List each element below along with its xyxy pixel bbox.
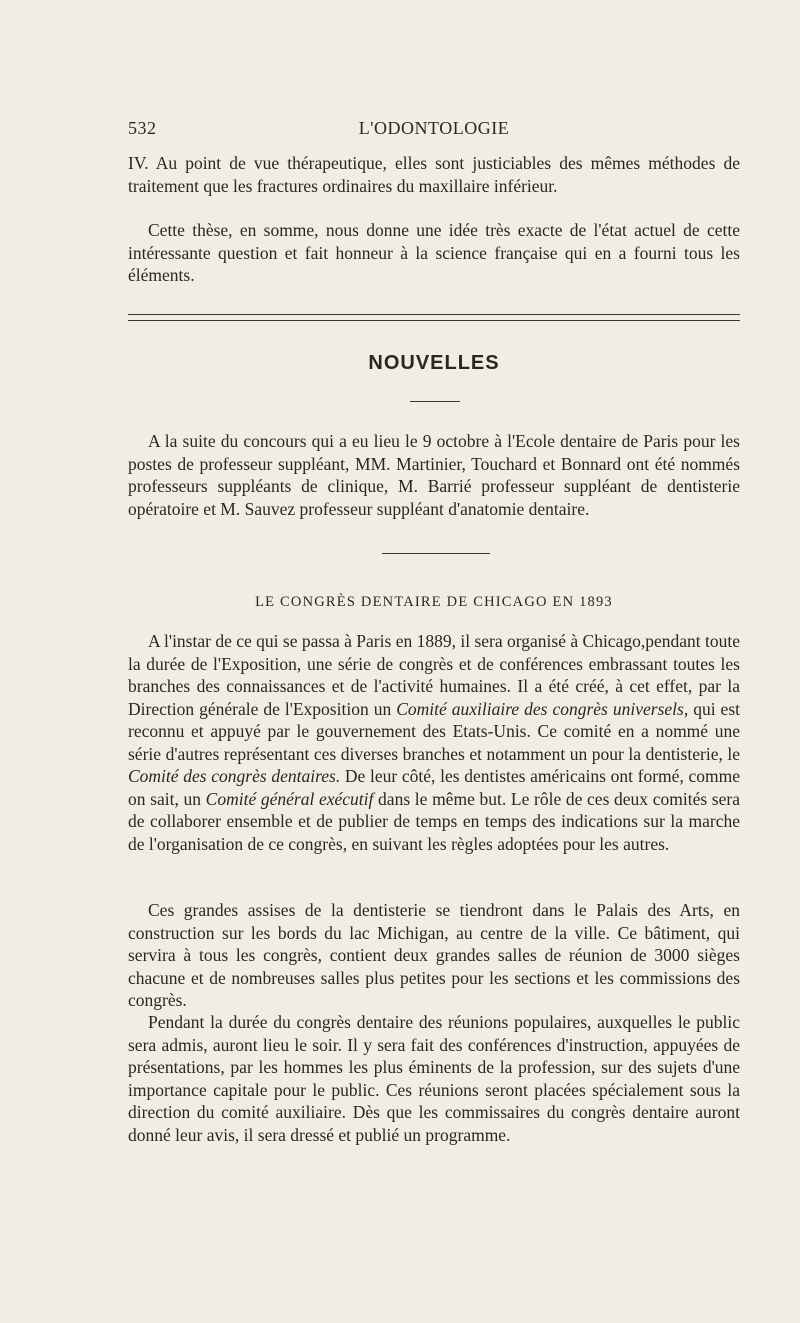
- congres-paragraph-1: [128, 630, 740, 855]
- congres-text-a: A l'instar de ce qui se passa à Paris en 1889, il sera organisé à Chicago,pendant toute la durée de l'Exposition, une série de congrès et de conférences embrassant toutes les branches des connaissances et de l'activité humaines. Il a été créé, à cet effet, par la Direction générale de l'Exposition un: [128, 631, 740, 719]
- title-underline: [410, 401, 460, 402]
- page-number: 532: [128, 118, 157, 138]
- article-separator: [382, 553, 490, 554]
- congres-paragraph-3: Pendant la durée du congrès dentaire des réunions populaires, auxquelles le public sera admis, auront lieu le soir. Il y sera fait des conférences d'instruction, appuyées de présentations, par les hommes les plus éminents de la profession, sur des sujets d'une importance capitale pour le public. Ces réunions seront placées spécialement sous la direction du comité auxiliaire. Dès que les commissaires du congrès dentaire auront donné leur avis, il sera dressé et publié un programme.: [128, 1012, 740, 1145]
- intro-paragraph-2: Cette thèse, en somme, nous donne une idée très exacte de l'état actuel de cette intéressante question et fait honneur à la science française qui en a fourni tous les éléments.: [128, 220, 740, 285]
- page-header: [128, 118, 740, 144]
- section-divider: [128, 314, 740, 321]
- congres-paragraph-2: Ces grandes assises de la dentisterie se tiendront dans le Palais des Arts, en construction sur les bords du lac Michigan, au centre de la ville. Ce bâtiment, qui servira à tous les congrès, contient deux grandes salles de réunion de 3000 sièges chacune et de nombreuses salles plus petites pour les sections et les commissions des congrès.: [128, 900, 740, 1010]
- intro-paragraph-1: IV. Au point de vue thérapeutique, elles sont justiciables des mêmes méthodes de traitement que les fractures ordinaires du maxillaire inférieur.: [128, 153, 740, 196]
- article-heading: LE CONGRÈS DENTAIRE DE CHICAGO EN 1893: [255, 594, 613, 610]
- running-title: L'ODONTOLOGIE: [358, 118, 510, 138]
- congres-text-c: qui est reconnu et appuyé par le gouvernement des Etats-Unis. Ce comité en a nommé une série d'autres représentant ces diverses branches et notamment un pour la dentisterie, le: [128, 698, 740, 764]
- congres-italic-comite-auxiliaire: Comité auxiliaire des congrès universels,: [396, 698, 689, 719]
- nouvelles-paragraph: A la suite du concours qui a eu lieu le 9 octobre à l'Ecole dentaire de Paris pour les postes de professeur suppléant, MM. Martinier, Touchard et Bonnard ont été nommés professeurs suppléants de clinique, M. Barrié professeur suppléant de dentisterie opératoire et M. Sauvez professeur suppléant d'anatomie dentaire.: [128, 431, 740, 519]
- congres-text-g: dans le même but. Le rôle de ces deux comités sera de collaborer ensemble et de publier de temps en temps des indications sur la marche de l'organisation de ce congrès, en suivant les règles adoptées pour les autres.: [128, 788, 740, 854]
- congres-text-e: De leur côté, les dentistes américains ont formé, comme on sait, un: [128, 766, 741, 809]
- congres-italic-comite-dentaires: Comité des congrès dentaires.: [128, 766, 341, 786]
- section-title-nouvelles: NOUVELLES: [368, 352, 500, 374]
- congres-italic-comite-executif: Comité général exécutif: [205, 788, 374, 809]
